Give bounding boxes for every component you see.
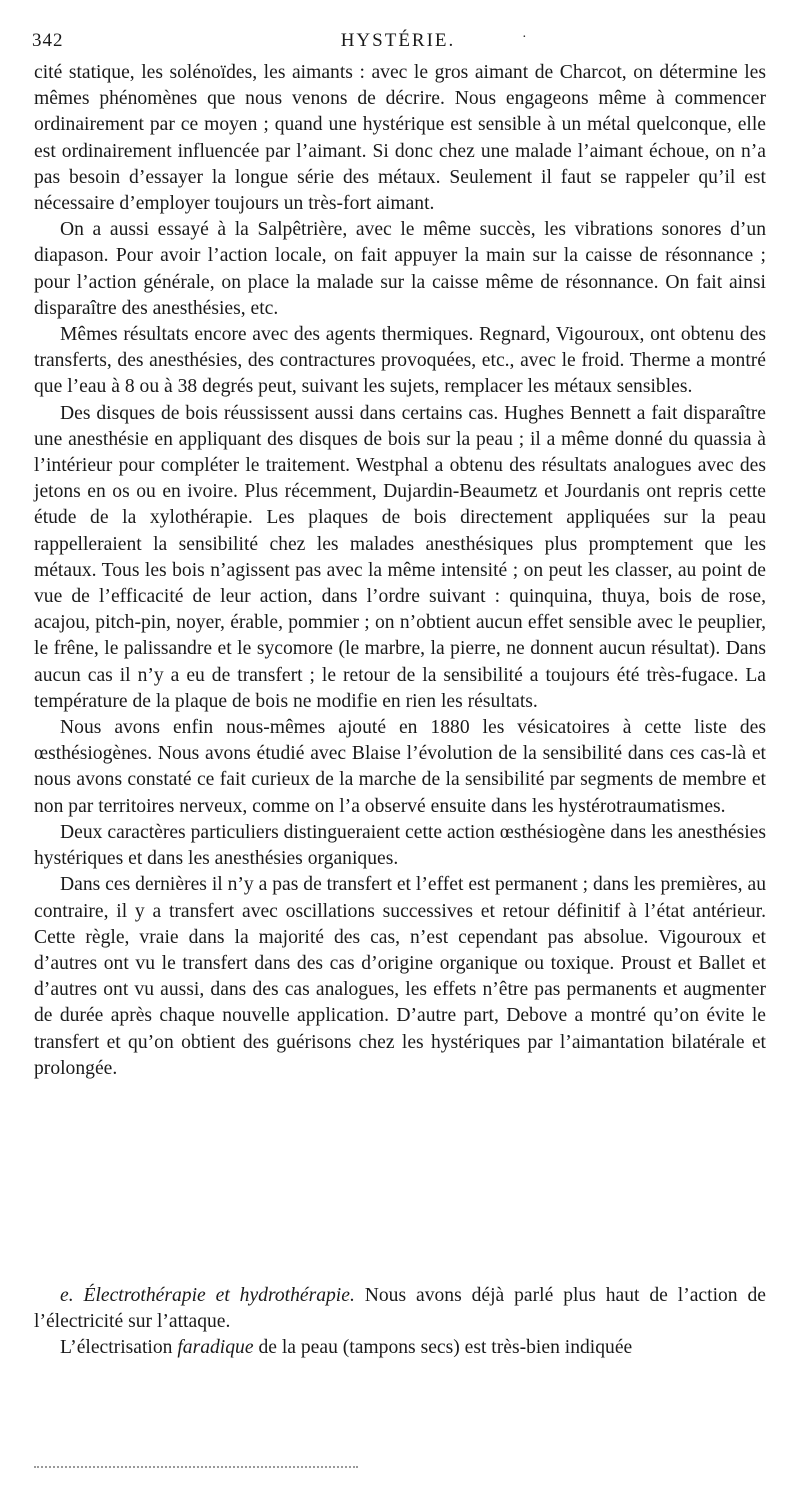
running-title: HYSTÉRIE. bbox=[340, 30, 456, 51]
paragraph-vesicatories: Nous avons enfin nous-mêmes ajouté en 1880 les vésicatoires à cette liste des œsthésiogènes. Nous avons étudié avec Blaise l’évolution de la sensibilité dans ces cas-là et nous avons constaté ce fait curieux de la marche de la sensibilité par segments de membre et non par territoires nerveux, comme on l’a observé ensuite dans les hystérotraumatismes. bbox=[34, 717, 766, 817]
footer-dotted-rule bbox=[34, 1466, 358, 1468]
section-heading-rest: Nous avons déjà parlé plus haut de l’action de l’électricité sur l’attaque. bbox=[34, 1285, 766, 1333]
paragraph-organic-anesthesia: Dans ces dernières il n’y a pas de transfert et l’effet est permanent ; dans les premières, au contraire, il y a transfert avec oscillations successives et retour définitif à l’état antérieur. Cette règle, vraie dans la majorité des cas, n’est cependant pas absolue. Vigouroux et d’autres ont vu le transfert dans des cas d’origine organique ou toxique. Proust et Ballet et d’autres ont vu aussi, dans des cas analogues, les effets n’être pas permanents et augmenter de durée après chaque nouvelle application. D’autre part, Debove a montré qu’on évite le transfert et qu’on obtient des guérisons chez les hystériques par l’aimantation bilatérale et prolongée. bbox=[34, 874, 766, 1079]
paragraph-thermal-agents: Mêmes résultats encore avec des agents thermiques. Regnard, Vigouroux, ont obtenu des transferts, des anesthésies, des contractures provoquées, etc., avec le froid. Therme a montré que l’eau à 8 ou à 38 degrés peut, suivant les sujets, remplacer les métaux sensibles. bbox=[34, 324, 766, 398]
section-intro bbox=[34, 1283, 766, 1335]
section-electrotherapy bbox=[34, 1283, 766, 1362]
paragraph-two-characters: Deux caractères particuliers distingueraient cette action œsthésiogène dans les anesthésies hystériques et dans les anesthésies organiques. bbox=[34, 821, 766, 870]
faradic-emphasis: faradique bbox=[177, 1337, 254, 1359]
page-number: 342 bbox=[32, 30, 64, 51]
body-text bbox=[34, 60, 766, 1082]
paragraph-faradic bbox=[34, 1335, 766, 1361]
paragraph-continuation: cité statique, les solénoïdes, les aimants : avec le gros aimant de Charcot, on détermine les mêmes phénomènes que nous venons de décrire. Nous engageons même à commencer ordinairement par ce moyen ; quand une hystérique est sensible à un métal quelconque, elle est ordinairement influencée par l’aimant. Si donc chez une malade l’aimant échoue, on n’a pas besoin d’essayer la longue série des métaux. Seulement il faut se rappeler qu’il est nécessaire d’employer toujours un très-fort aimant. bbox=[34, 62, 766, 215]
header-mark: · bbox=[522, 30, 528, 45]
paragraph-wood-discs: Des disques de bois réussissent aussi dans certains cas. Hughes Bennett a fait disparaître une anesthésie en appliquant des disques de bois sur la peau ; il a même donné du quassia à l’intérieur pour compléter le traitement. Westphal a obtenu des résultats analogues avec des jetons en os ou en ivoire. Plus récemment, Dujardin-Beaumetz et Jourdanis ont repris cette étude de la xylothérapie. Les plaques de bois directement appliquées sur la peau rappelleraient la sensibilité chez les malades anesthésiques plus promptement que les métaux. Tous les bois n’agissent pas avec la même intensité ; on peut les classer, au point de vue de l’efficacité de leur action, dans l’ordre suivant : quinquina, thuya, bois de rose, acajou, pitch-pin, noyer, érable, pommier ; on n’obtient aucun effet sensible avec le peuplier, le frêne, le palissandre et le sycomore (le marbre, la pierre, ne donnent aucun résultat). Dans aucun cas il n’y a eu de transfert ; le retour de la sensibilité a toujours été très-fugace. La température de la plaque de bois ne modifie en rien les résultats. bbox=[34, 402, 766, 712]
faradic-lead: L’électrisation bbox=[60, 1337, 178, 1359]
faradic-rest: de la peau (tampons secs) est très-bien indiquée bbox=[253, 1337, 633, 1359]
running-head bbox=[32, 30, 764, 58]
paragraph-diapason: On a aussi essayé à la Salpêtrière, avec le même succès, les vibrations sonores d’un diapason. Pour avoir l’action locale, on fait appuyer la main sur la caisse de résonnance ; pour l’action générale, on place la malade sur la caisse même de résonnance. On fait ainsi disparaître des anesthésies, etc. bbox=[34, 219, 766, 319]
section-heading: e. Électrothérapie et hydrothérapie. bbox=[60, 1285, 355, 1306]
